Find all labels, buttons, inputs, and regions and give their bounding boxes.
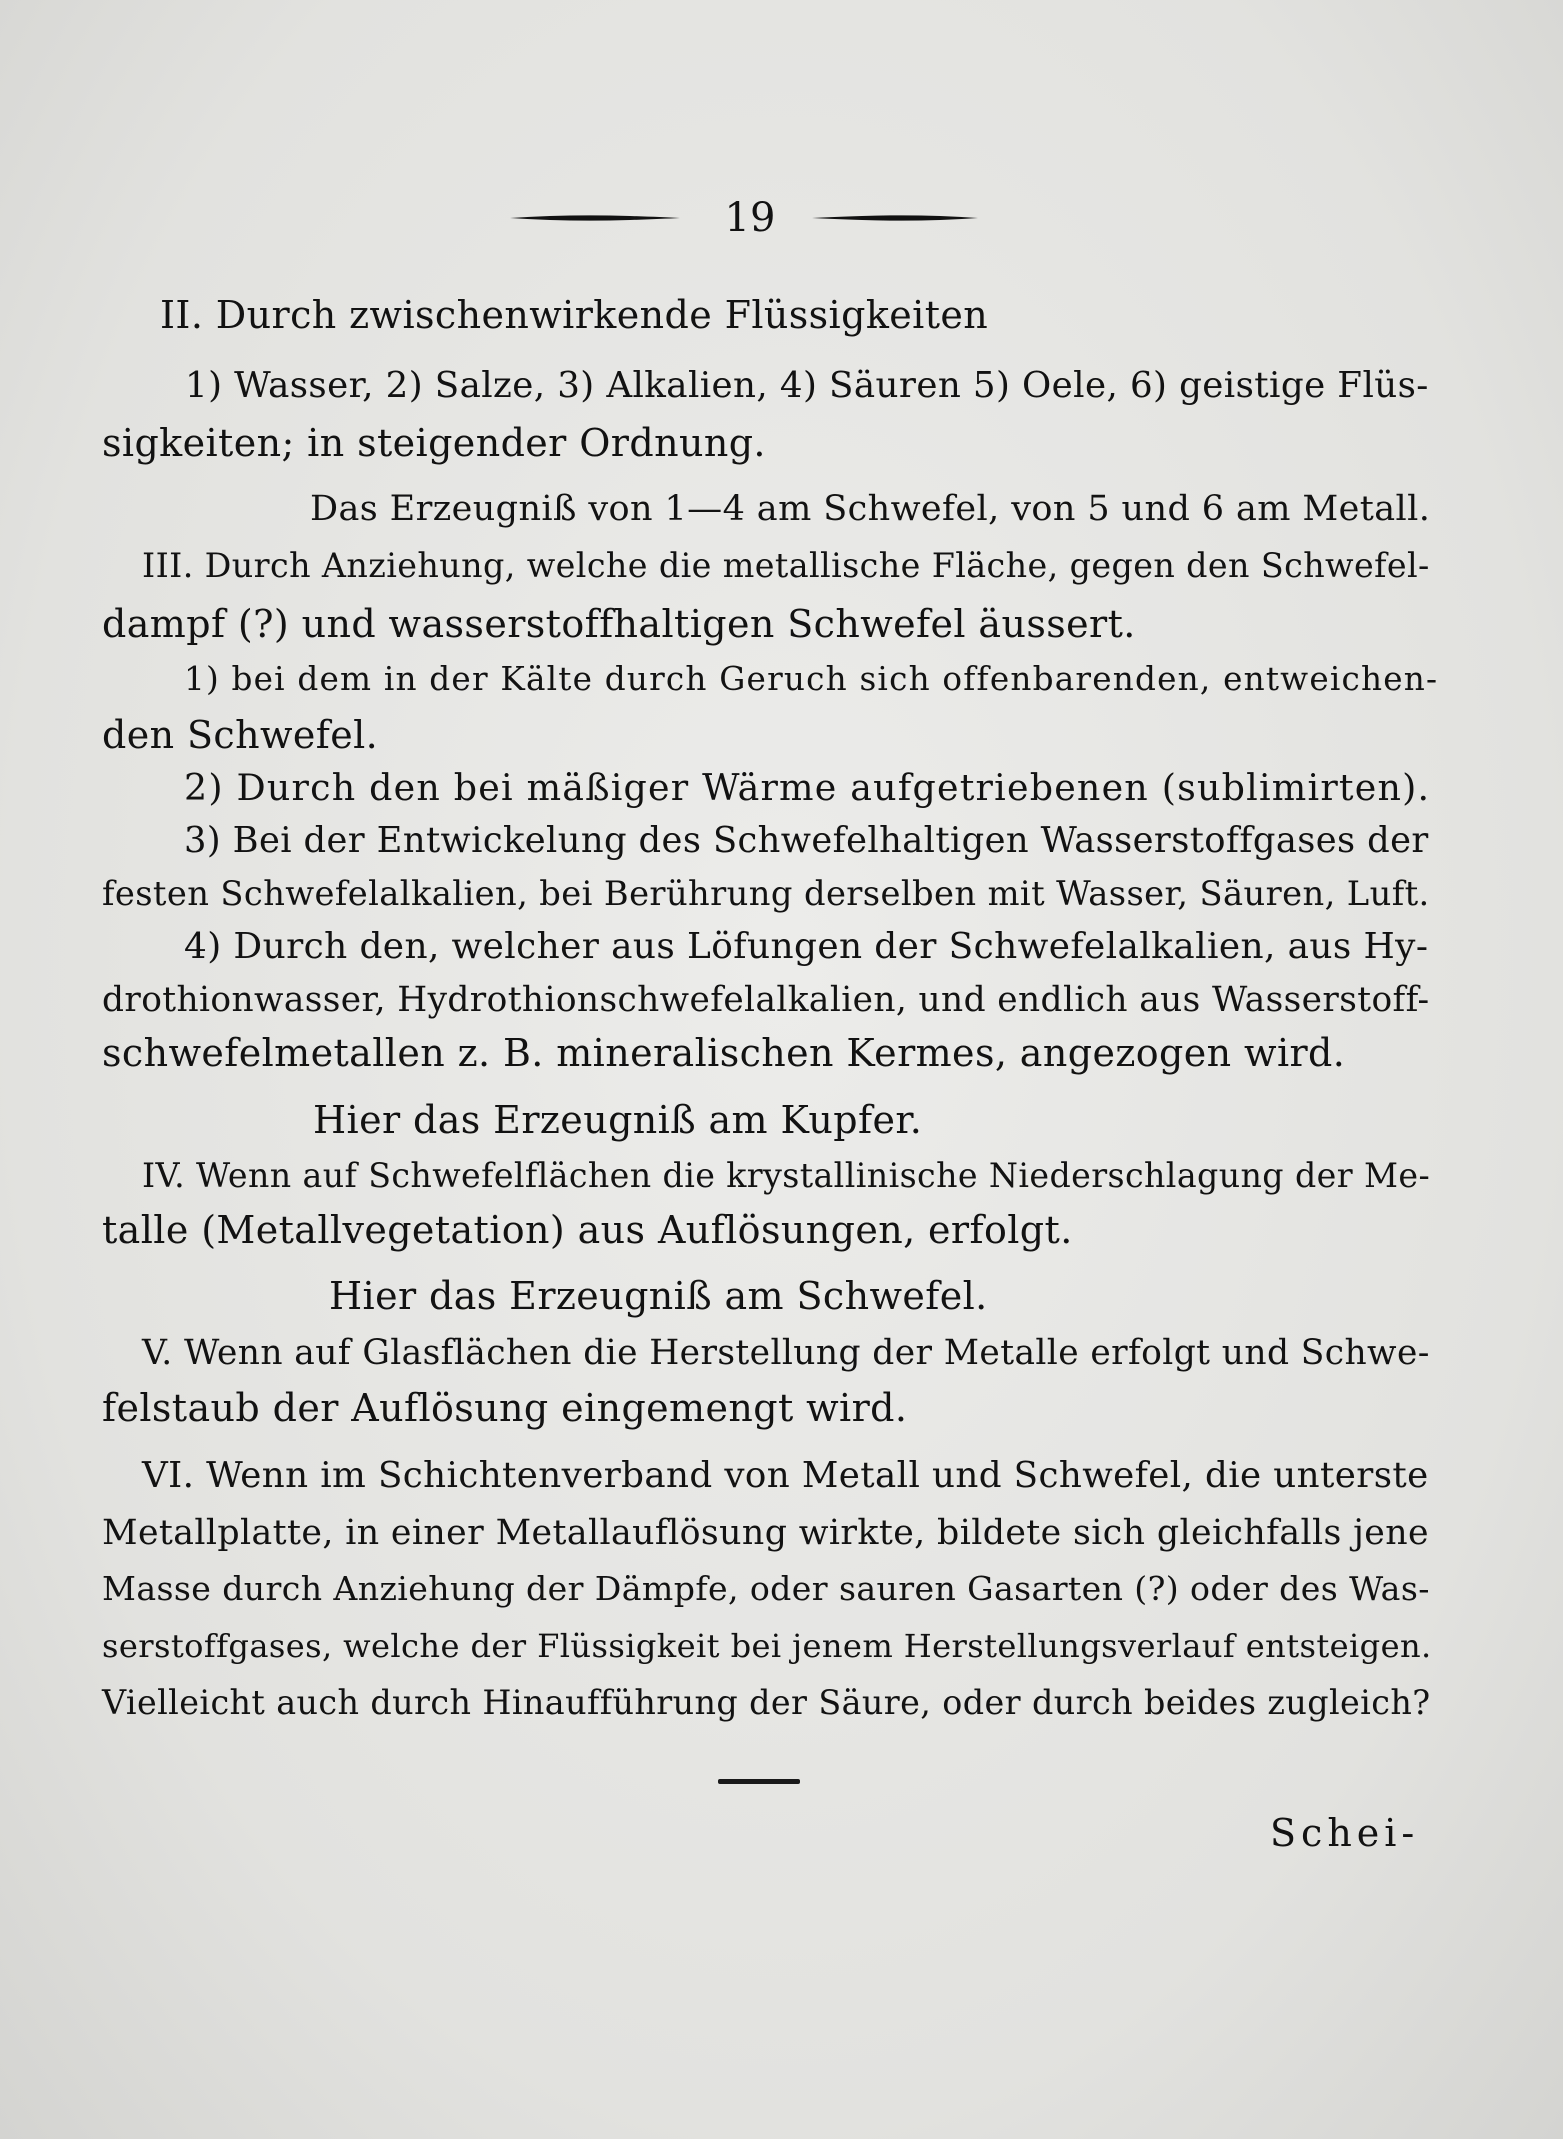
text-line: Metallplatte, in einer Metallauflösung wirkte, bildete sich gleichfalls jene [102, 1513, 1429, 1553]
closing-rule [718, 1779, 800, 1784]
text-line: Hier das Erzeugniß am Schwefel. [329, 1274, 988, 1318]
text-line: Vielleicht auch durch Hinaufführung der Säure, oder durch beides zugleich? [102, 1683, 1431, 1722]
text-line: Hier das Erzeugniß am Kupfer. [313, 1098, 923, 1142]
page-number: 19 [724, 195, 776, 241]
text-line: felstaub der Auflösung eingemengt wird. [102, 1386, 908, 1430]
right-ornament-icon [812, 212, 978, 224]
text-line: 2) Durch den bei mäßiger Wärme aufgetriebenen (sublimirten). [184, 766, 1431, 809]
left-ornament-icon [510, 212, 680, 224]
text-line: IV. Wenn auf Schwefelflächen die krystallinische Niederschlagung der Me- [142, 1156, 1431, 1195]
text-line: Masse durch Anziehung der Dämpfe, oder sauren Gasarten (?) oder des Was- [102, 1569, 1430, 1608]
text-line: II. Durch zwischenwirkende Flüssigkeiten [160, 293, 989, 337]
text-line: VI. Wenn im Schichtenverband von Metall und Schwefel, die unterste [142, 1455, 1429, 1496]
text-line: 1) Wasser, 2) Salze, 3) Alkalien, 4) Säuren 5) Oele, 6) geistige Flüs- [185, 365, 1429, 406]
text-line: Das Erzeugniß von 1—4 am Schwefel, von 5 und 6 am Metall. [310, 488, 1431, 529]
text-line: V. Wenn auf Glasflächen die Herstellung der Metalle erfolgt und Schwe- [142, 1333, 1430, 1373]
text-line: schwefelmetallen z. B. mineralischen Kermes, angezogen wird. [102, 1031, 1346, 1075]
running-head [0, 195, 1563, 241]
text-line: talle (Metallvegetation) aus Auflösungen, erfolgt. [102, 1208, 1073, 1252]
text-line: sigkeiten; in steigender Ordnung. [102, 421, 766, 465]
catchword: Schei- [1270, 1811, 1420, 1855]
text-line: 3) Bei der Entwickelung des Schwefelhaltigen Wasserstoffgases der [184, 820, 1429, 861]
text-line: dampf (?) und wasserstoffhaltigen Schwefel äussert. [102, 602, 1136, 646]
text-line: drothionwasser, Hydrothionschwefelalkalien, und endlich aus Wasserstoff- [102, 980, 1430, 1020]
text-line: den Schwefel. [102, 713, 379, 757]
text-line: III. Durch Anziehung, welche die metallische Fläche, gegen den Schwefel- [142, 546, 1430, 585]
text-line: festen Schwefelalkalien, bei Berührung derselben mit Wasser, Säuren, Luft. [102, 874, 1430, 913]
text-line: 4) Durch den, welcher aus Löfungen der Schwefelalkalien, aus Hy- [184, 926, 1429, 967]
text-line: 1) bei dem in der Kälte durch Geruch sich offenbarenden, entweichen- [184, 660, 1439, 698]
text-line: serstoffgases, welche der Flüssigkeit bei jenem Herstellungsverlauf entsteigen. [102, 1627, 1432, 1665]
